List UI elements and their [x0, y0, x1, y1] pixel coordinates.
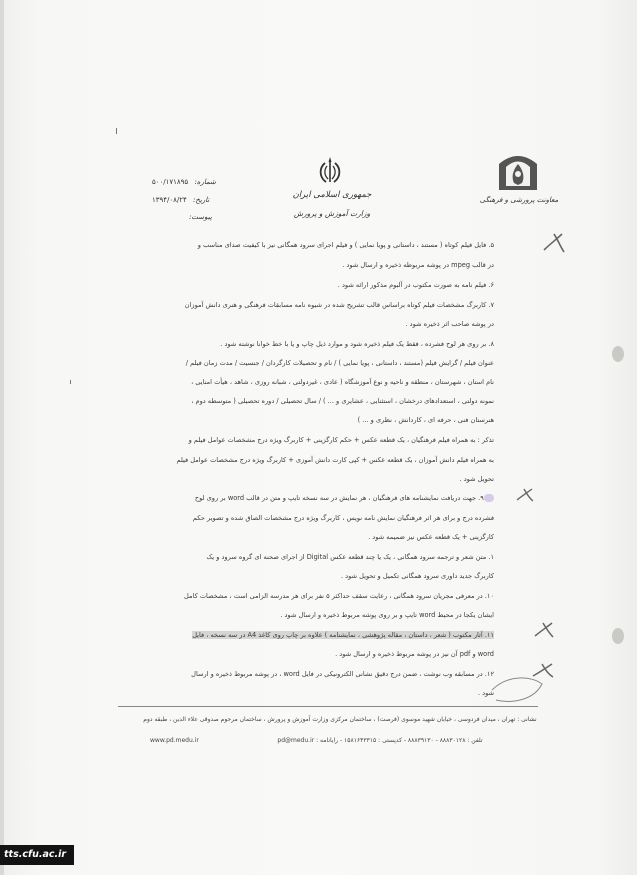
body-line — [195, 494, 494, 502]
body-line: ۱۲. در مسابقه وب نوشت ، ضمن درج دقیق نشانی الکترونیکی در فایل word ، در پوشه مربوط ذخیره و ارسال — [191, 670, 494, 678]
body-line: ۶. فیلم نامه به صورت مکتوب در آلبوم مذکور ارائه شود . — [337, 281, 494, 289]
margin-tick — [70, 380, 71, 384]
body-line: ۵. فایل فیلم کوتاه ( مستند ، داستانی و پویا نمایی ) و فیلم اجرای سرود همگانی نیز با کیفیت صدای مناسب و — [197, 241, 494, 249]
body-line: ۱. متن شعر و ترجمه سرود همگانی ، یک یا چند قطعه عکس Digital از اجرای صحنه ای گروه سرود و یک — [206, 553, 494, 561]
date-value: ۱۳۹۴/۰۸/۲۴ — [152, 196, 187, 204]
body-line: ۷. کاربرگ مشخصات فیلم کوتاه براساس قالب تشریح شده در شیوه نامه مسابقات فرهنگی و هنری دانش آموزان — [184, 301, 494, 309]
handwritten-mark — [540, 230, 568, 256]
handwritten-loop — [488, 670, 548, 710]
footer-rule — [118, 706, 538, 707]
ministry-title: وزارت آموزش و پرورش — [293, 209, 371, 218]
body-line: نمونه دولتی ، استعدادهای درخشان ، استثنایی ، عشایری و ... ) / سال تحصیلی / دوره تحصیلی ( متوسطه دوم ، — [191, 397, 494, 405]
body-line: word و pdf آن نیز در پوشه مربوط ذخیره و ارسال شود . — [335, 650, 494, 658]
footer-website: www.pd.medu.ir — [150, 737, 199, 744]
body-line: در پوشه صاحب اثر ذخیره شود . — [405, 320, 494, 328]
body-line: ۸. بر روی هر لوح فشرده ، فقط یک فیلم ذخیره شود و موارد ذیل چاپ و یا با خط خوانا نوشته شود . — [220, 340, 494, 348]
date-label: تاریخ: — [193, 196, 210, 204]
body-line: در قالب mpeg در پوشه مربوطه ذخیره و ارسال شود . — [342, 261, 494, 269]
body-line-text: ۹. جهت دریافت نمایشنامه های فرهنگیان ، هر نمایش در سه نسخه تایپ و متن در قالب word بر روی لوح — [194, 494, 484, 502]
body-line-highlighted: ۱۱. آثار مکتوب ( شعر ، داستان ، مقاله پژوهشی ، نمایشنامه ) علاوه بر چاپ روی کاغذ A4 در سه نسخه ، فایل — [192, 631, 494, 639]
handwritten-mark — [514, 486, 536, 504]
footer-address: نشانی : تهران ، میدان فردوسی ، خیابان شهید موسوی (فرصت) ، ساختمان مرکزی وزارت آموزش و پرورش ، ساختمان مرحوم صدوقی علاء الدین ، طبقه دوم — [143, 716, 537, 723]
body-line: ایشان یکجا در محیط word تایپ و بر روی پوشه مربوط ذخیره و ارسال شود . — [280, 611, 494, 619]
attachment-label: پیوست: — [189, 213, 212, 221]
handwritten-mark — [532, 620, 556, 640]
body-line: به همراه فیلم دانش آموزان ، یک قطعه عکس + کپی کارت دانش آموزی + کاربرگ ویژه درج مشخصات عوامل فیلم — [176, 456, 494, 464]
number-label: شماره: — [194, 178, 216, 186]
paper-speck — [612, 346, 624, 362]
body-line: ۱۰. در معرفی مجریان سرود همگانی ، رعایت سقف حداکثر ۵ نفر برای هر مدرسه الزامی است ، مشخصات کامل — [184, 592, 494, 600]
body-line: فشرده درج و برای هر اثر فرهنگیان نمایش نامه نویس ، کاربرگ ویژه درج مشخصات الصاق شده و تصویر حکم — [192, 514, 494, 522]
ministry-emblem-icon — [495, 150, 541, 192]
paper-speck — [612, 628, 624, 644]
body-line: نام استان ، شهرستان ، منطقه و ناحیه و نوع آموزشگاه ( عادی ، غیردولتی ، شبانه روزی ، شاهد ، هیأت امنایی ، — [191, 378, 494, 386]
page-edge-shadow — [0, 0, 4, 875]
body-line: کارگزینی + یک قطعه عکس نیز ضمیمه شود . — [368, 533, 494, 541]
org-caption: معاونت پرورشی و فرهنگی — [479, 196, 559, 204]
footer-phones: تلفن : ۸۸۸۳۰۱۲۸ - ۸۸۸۳۹۱۳۰ - کدپستی : ۱۵۸۱۶۴۳۳۱۵ - رایانامه : pd@medu.ir — [277, 737, 483, 744]
letter-body — [150, 0, 494, 700]
number-value: ۵۰۰/۱۷۱۸۹۵ — [152, 178, 189, 186]
margin-tick — [116, 128, 117, 134]
purple-highlight — [484, 494, 494, 502]
body-line: کاربرگ جدید داوری سرود همگانی تکمیل و تحویل شود . — [340, 572, 494, 580]
body-line: تحویل شود . — [459, 475, 494, 483]
body-line: شود . — [477, 689, 494, 697]
body-line: تذکر : به همراه فیلم فرهنگیان ، یک قطعه عکس + حکم کارگزینی + کاربرگ ویژه درج مشخصات عوامل فیلم و — [188, 436, 494, 444]
republic-title: جمهوری اسلامی ایران — [292, 190, 372, 200]
site-watermark: tts.cfu.ac.ir — [0, 845, 74, 865]
body-line: هنرستان فنی ، حرفه ای ، کاردانش ، نظری و ... ) — [357, 416, 494, 424]
body-line: عنوان فیلم / گرایش فیلم (مستند ، داستانی ، پویا نمایی ) / نام و تحصیلات کارگردان / جنسیت / مدت زمان فیلم / — [185, 359, 494, 367]
